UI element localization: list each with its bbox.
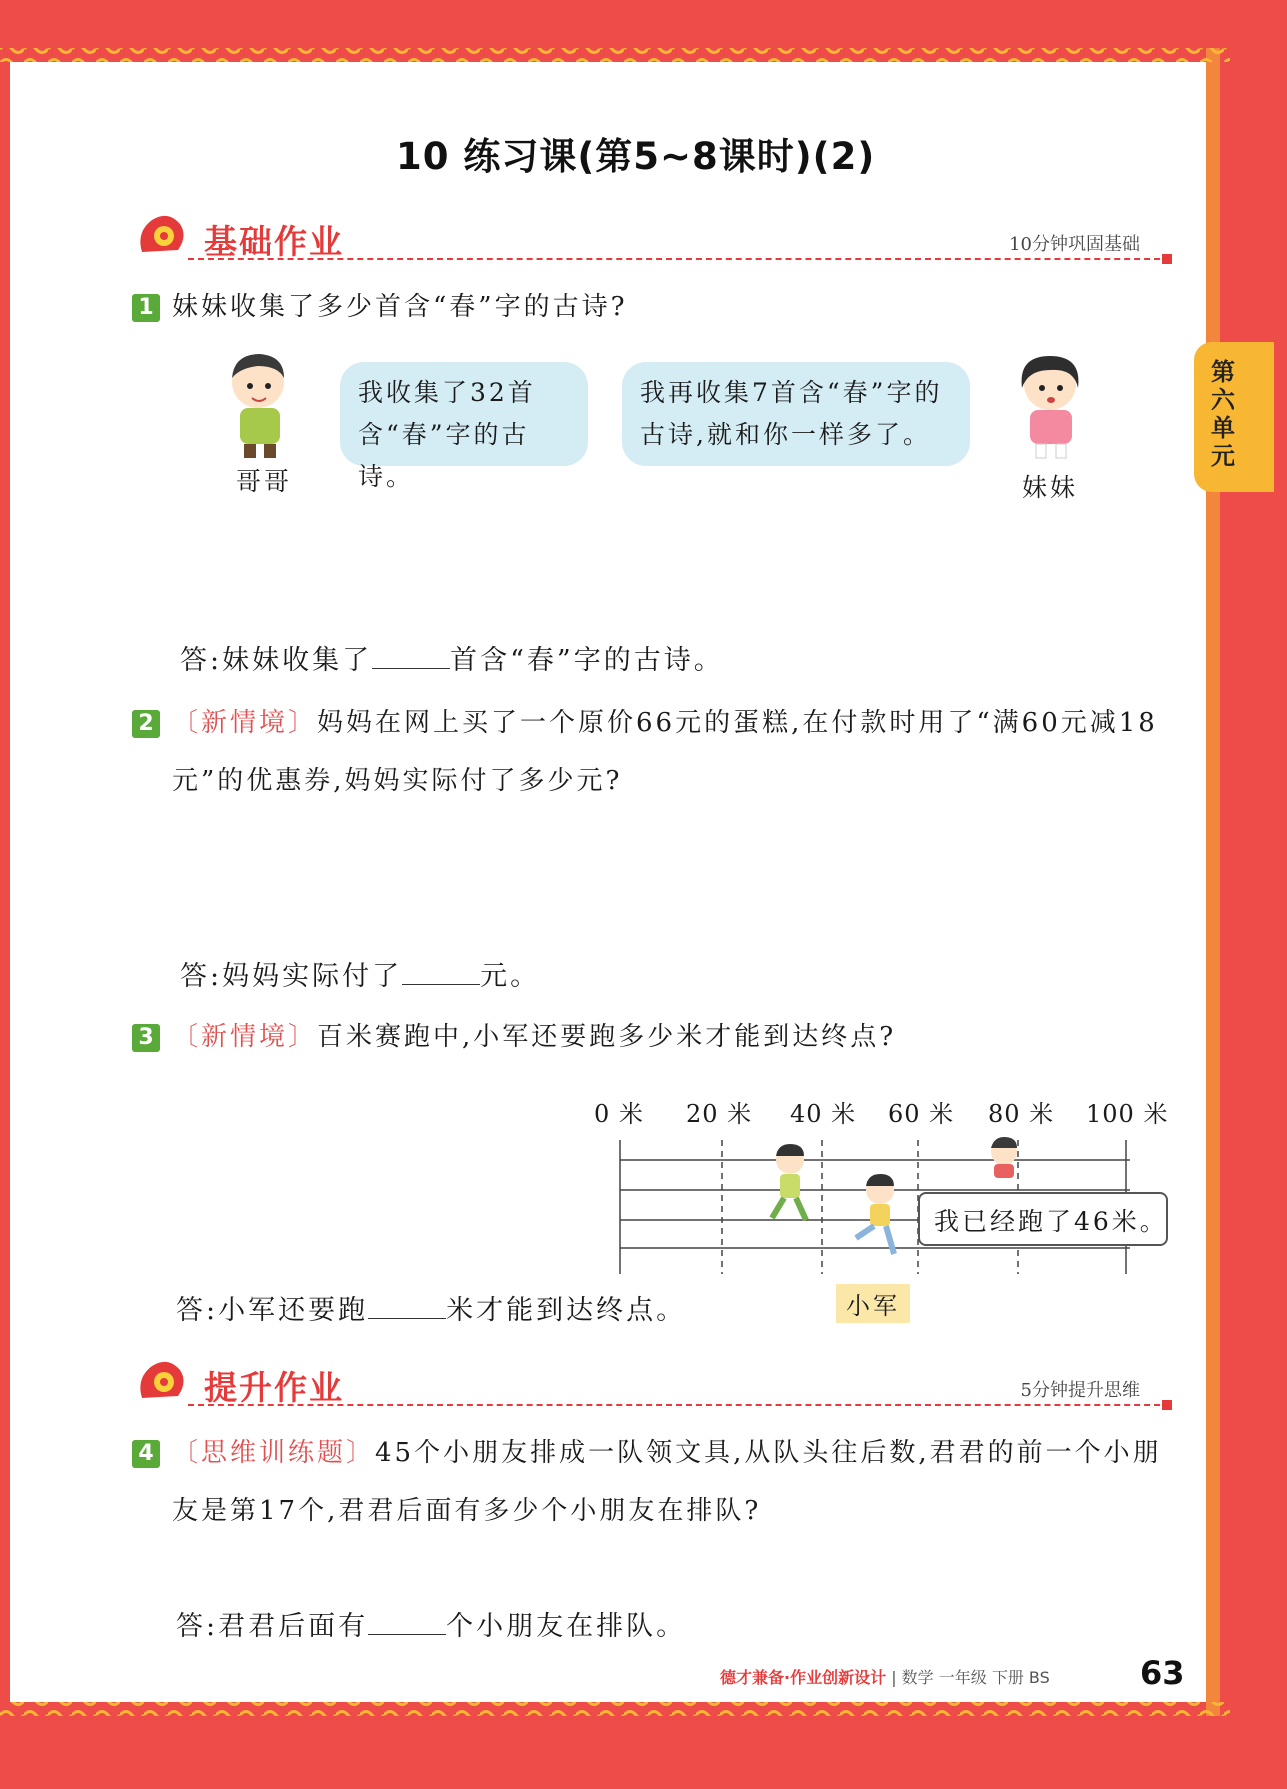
- question-body: 45个小朋友排成一队领文具,从队头往后数,君君的前一个小朋友是第17个,君君后面有多少个小朋友在排队?: [172, 1438, 1162, 1526]
- girl-figure: [1004, 348, 1096, 460]
- page-title: 10 练习课(第5~8课时)(2): [396, 135, 876, 178]
- track-label-0: 0 米: [594, 1100, 644, 1128]
- bell-icon: [132, 1358, 192, 1408]
- answer-line-q2: [180, 954, 540, 993]
- track-label-20: 20 米: [686, 1100, 753, 1128]
- footer-info: | 数学 一年级 下册 BS: [891, 1668, 1050, 1687]
- section-divider: [188, 1404, 1170, 1406]
- question-body: 百米赛跑中,小军还要跑多少米才能到达终点?: [317, 1022, 897, 1052]
- answer-suffix: 首含“春”字的古诗。: [450, 645, 724, 676]
- track-label-80: 80 米: [988, 1100, 1055, 1128]
- girl-name: 妹妹: [1022, 473, 1079, 502]
- answer-suffix: 个小朋友在排队。: [446, 1611, 687, 1642]
- answer-line-q1: [180, 638, 724, 677]
- boy-speech-bubble: 我收集了32首含“春”字的古诗。: [340, 362, 588, 466]
- track-label-60: 60 米: [888, 1100, 955, 1128]
- answer-blank[interactable]: [368, 1610, 446, 1635]
- answer-blank[interactable]: [372, 644, 450, 669]
- section-note: 5分钟提升思维: [1020, 1380, 1140, 1401]
- section-note: 10分钟巩固基础: [1009, 234, 1140, 255]
- answer-suffix: 米才能到达终点。: [446, 1295, 687, 1326]
- track-label-100: 100 米: [1086, 1100, 1169, 1128]
- answer-blank[interactable]: [402, 960, 480, 985]
- section-title: 提升作业: [204, 1368, 344, 1407]
- boy-name: 哥哥: [236, 467, 293, 496]
- question-tag: 〔思维训练题〕: [172, 1438, 376, 1468]
- question-text: [172, 694, 1172, 810]
- question-number: 2: [132, 710, 160, 738]
- answer-line-q4: [176, 1604, 686, 1643]
- section-title: 基础作业: [204, 222, 344, 261]
- page-footer: [720, 1665, 1050, 1688]
- question-text: [172, 1008, 896, 1066]
- answer-suffix: 元。: [480, 961, 541, 992]
- answer-line-q3: [176, 1288, 686, 1327]
- answer-prefix: 答:君君后面有: [176, 1611, 369, 1642]
- section-header-advanced: [128, 1362, 1170, 1412]
- question-body: 妈妈在网上买了一个原价66元的蛋糕,在付款时用了“满60元减18元”的优惠券,妈妈实际付了多少元?: [172, 708, 1158, 796]
- question-number: 4: [132, 1440, 160, 1468]
- question-number: 1: [132, 294, 160, 322]
- bell-icon: [132, 212, 192, 262]
- question-tag: 〔新情境〕: [172, 708, 318, 738]
- answer-prefix: 答:妈妈实际付了: [180, 961, 403, 992]
- page-number: 63: [1140, 1654, 1185, 1692]
- track-label-40: 40 米: [790, 1100, 857, 1128]
- runner-name-label: 小军: [836, 1284, 910, 1323]
- question-tag: 〔新情境〕: [172, 1022, 318, 1052]
- footer-brand: 德才兼备·作业创新设计: [720, 1668, 887, 1687]
- unit-tab-label: 第六单元: [1211, 358, 1235, 470]
- answer-prefix: 答:妹妹收集了: [180, 645, 373, 676]
- answer-blank[interactable]: [368, 1294, 446, 1319]
- section-header-basic: [128, 216, 1170, 266]
- question-number: 3: [132, 1024, 160, 1052]
- section-divider: [188, 258, 1170, 260]
- boy-figure: [218, 348, 308, 460]
- question-text: [172, 1424, 1172, 1540]
- girl-speech-bubble: 我再收集7首含“春”字的古诗,就和你一样多了。: [622, 362, 970, 466]
- question-text: 妹妹收集了多少首含“春”字的古诗?: [172, 292, 628, 322]
- answer-prefix: 答:小军还要跑: [176, 1295, 369, 1326]
- runner-speech-text: 我已经跑了46米。: [934, 1207, 1168, 1236]
